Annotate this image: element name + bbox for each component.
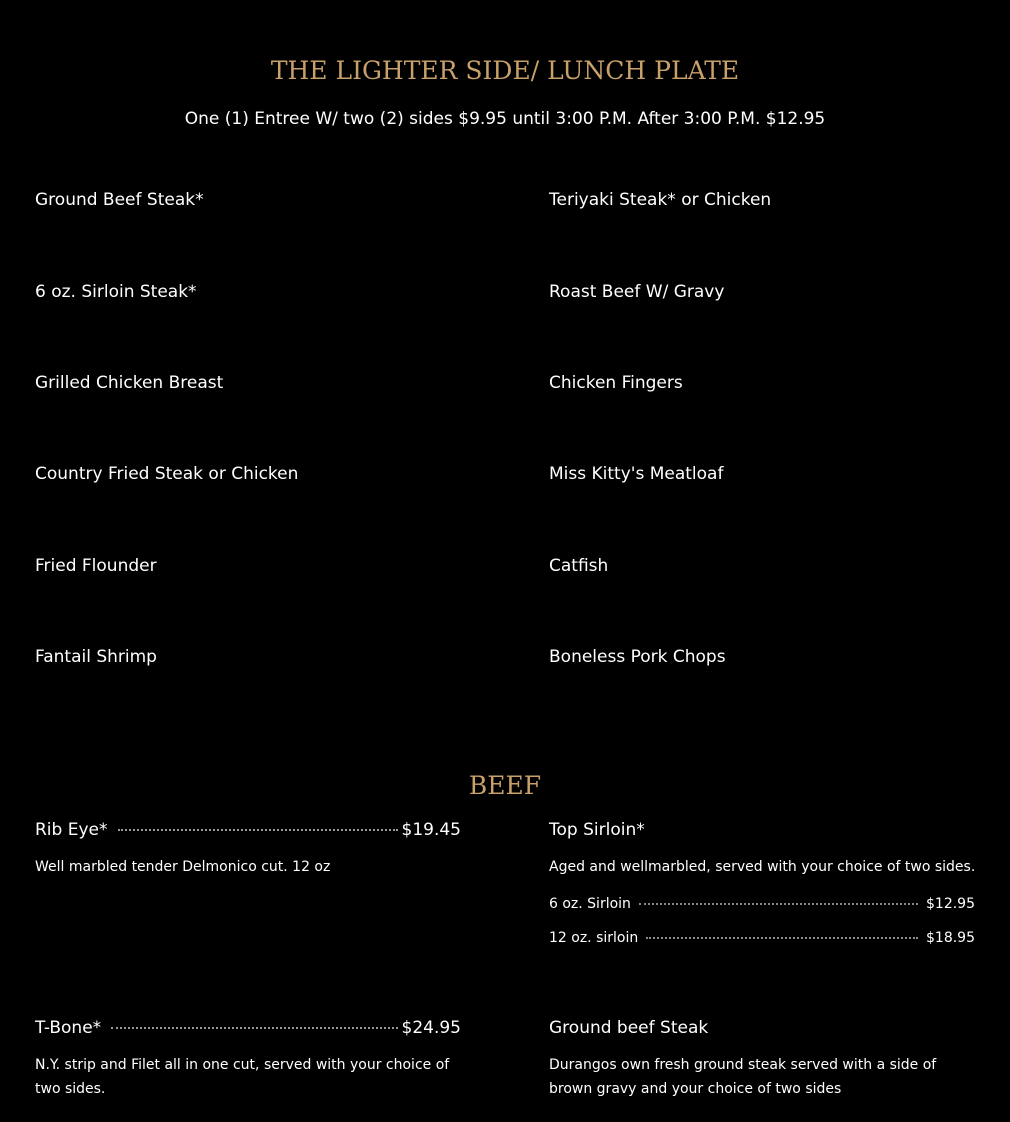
lunch-item: Fried Flounder — [35, 556, 157, 576]
sirloin-option-price: $12.95 — [926, 896, 975, 912]
lunch-item: Country Fried Steak or Chicken — [35, 464, 299, 484]
rib-eye-name: Rib Eye* — [35, 820, 108, 840]
lunch-item: Chicken Fingers — [549, 373, 683, 393]
sirloin-option-price: $18.95 — [926, 930, 975, 946]
rib-eye-row — [35, 820, 461, 840]
ground-beef-steak-description: Durangos own fresh ground steak served with a side of brown gravy and your choice of two sides — [549, 1057, 937, 1097]
beef-heading: BEEF — [468, 771, 542, 800]
sirloin-option-label: 6 oz. Sirloin — [549, 896, 631, 912]
sirloin-option-row — [549, 896, 975, 912]
dot-leader — [646, 937, 918, 939]
top-sirloin-name: Top Sirloin* — [549, 820, 645, 840]
sirloin-option-row — [549, 930, 975, 946]
rib-eye-description: Well marbled tender Delmonico cut. 12 oz — [35, 859, 331, 875]
lunch-item: Grilled Chicken Breast — [35, 373, 224, 393]
dot-leader — [111, 1027, 397, 1029]
lunch-item: Miss Kitty's Meatloaf — [549, 464, 724, 484]
lunch-item: Roast Beef W/ Gravy — [549, 282, 725, 302]
ground-beef-steak-name: Ground beef Steak — [549, 1018, 709, 1038]
t-bone-price: $24.95 — [401, 1018, 461, 1038]
lunch-item: 6 oz. Sirloin Steak* — [35, 282, 197, 302]
lighter-side-heading: THE LIGHTER SIDE/ LUNCH PLATE — [270, 56, 740, 85]
dot-leader — [118, 829, 398, 831]
lunch-item: Ground Beef Steak* — [35, 190, 204, 210]
lunch-item: Catfish — [549, 556, 609, 576]
t-bone-row — [35, 1018, 461, 1038]
lunch-plate-pricing-note: One (1) Entree W/ two (2) sides $9.95 until 3:00 P.M. After 3:00 P.M. $12.95 — [184, 109, 826, 129]
lunch-item: Boneless Pork Chops — [549, 647, 726, 667]
sirloin-option-label: 12 oz. sirloin — [549, 930, 639, 946]
t-bone-description: N.Y. strip and Filet all in one cut, served with your choice of two sides. — [35, 1057, 450, 1097]
lunch-item: Teriyaki Steak* or Chicken — [549, 190, 772, 210]
lunch-item: Fantail Shrimp — [35, 647, 157, 667]
t-bone-name: T-Bone* — [35, 1018, 102, 1038]
top-sirloin-description: Aged and wellmarbled, served with your choice of two sides. — [549, 859, 976, 875]
dot-leader — [639, 903, 918, 905]
rib-eye-price: $19.45 — [401, 820, 461, 840]
